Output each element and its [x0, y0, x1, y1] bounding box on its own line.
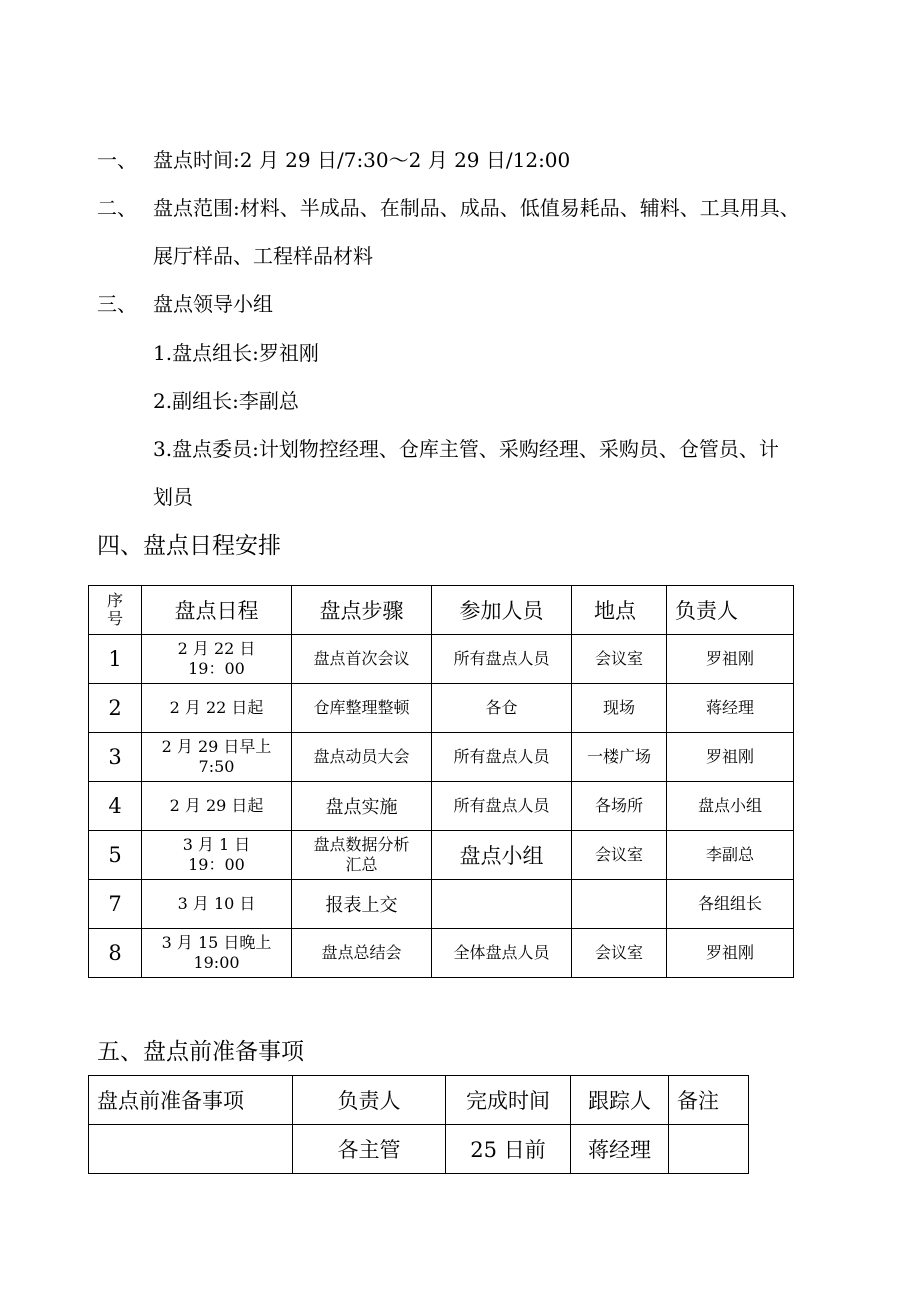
item-1-num: 一、: [97, 148, 137, 172]
leader-line-2: 2.副组长:李副总: [153, 389, 299, 413]
section-4-title: 四、盘点日程安排: [97, 533, 281, 559]
table-row: 2 2 月 22 日起 仓库整理整顿 各仓 现场 蒋经理: [89, 684, 794, 733]
leader-line-3-continuation: 划员: [153, 485, 193, 509]
prep-header-tracker: 跟踪人: [571, 1076, 669, 1125]
table-row: 5 3 月 1 日 19：00 盘点数据分析 汇总 盘点小组 会议室 李副总: [89, 831, 794, 880]
header-place: 地点: [572, 586, 667, 635]
header-seq: 序 号: [89, 586, 142, 635]
item-3-text: 盘点领导小组: [153, 292, 273, 316]
table-row: 4 2 月 29 日起 盘点实施 所有盘点人员 各场所 盘点小组: [89, 782, 794, 831]
header-step: 盘点步骤: [292, 586, 432, 635]
prep-header-owner: 负责人: [293, 1076, 446, 1125]
item-2-text: 盘点范围:材料、半成品、在制品、成品、低值易耗品、辅料、工具用具、: [153, 196, 800, 220]
table-row: 各主管 25 日前 蒋经理: [89, 1125, 749, 1174]
table-row: 3 2 月 29 日早上 7:50 盘点动员大会 所有盘点人员 一楼广场 罗祖刚: [89, 733, 794, 782]
item-2-continuation: 展厅样品、工程样品材料: [153, 244, 373, 268]
header-people: 参加人员: [432, 586, 572, 635]
table-row: 8 3 月 15 日晚上 19:00 盘点总结会 全体盘点人员 会议室 罗祖刚: [89, 929, 794, 978]
item-1-text: 盘点时间:2 月 29 日/7:30～2 月 29 日/12:00: [153, 148, 571, 172]
section-5-title: 五、盘点前准备事项: [97, 1039, 304, 1065]
prep-table: [88, 1075, 749, 1174]
leader-line-1: 1.盘点组长:罗祖刚: [153, 341, 319, 365]
item-2-num: 二、: [97, 196, 137, 220]
item-3-num: 三、: [97, 292, 137, 316]
table-row: 7 3 月 10 日 报表上交 各组组长: [89, 880, 794, 929]
header-owner: 负责人: [667, 586, 794, 635]
leader-line-3: 3.盘点委员:计划物控经理、仓库主管、采购经理、采购员、仓管员、计: [153, 437, 779, 461]
table-row: 1 2 月 22 日 19：00 盘点首次会议 所有盘点人员 会议室 罗祖刚: [89, 635, 794, 684]
prep-header-item: 盘点前准备事项: [89, 1076, 293, 1125]
prep-header-deadline: 完成时间: [446, 1076, 571, 1125]
schedule-header-row: [89, 586, 794, 635]
prep-header-row: [89, 1076, 749, 1125]
prep-header-note: 备注: [669, 1076, 749, 1125]
header-date: 盘点日程: [142, 586, 292, 635]
schedule-table: [88, 585, 794, 978]
